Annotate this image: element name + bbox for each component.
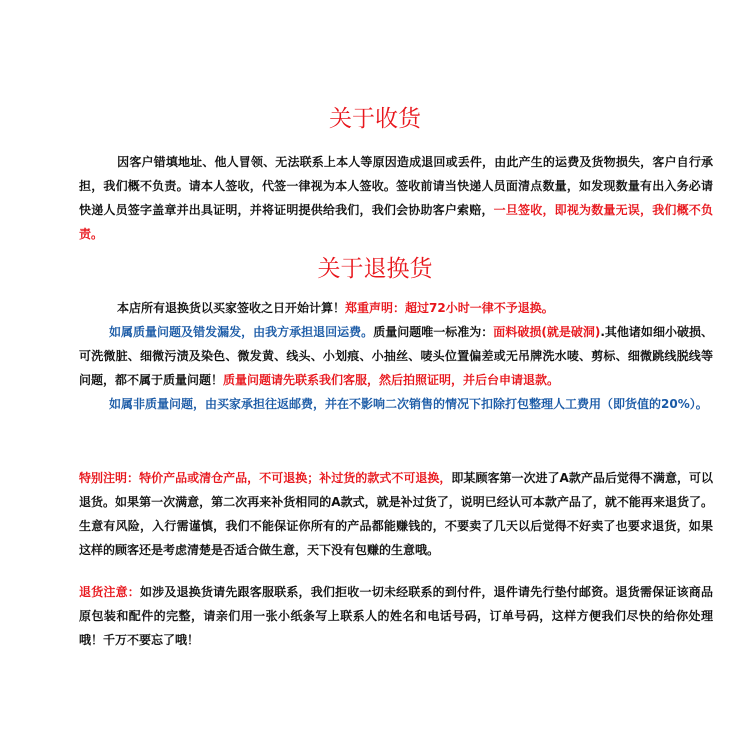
return-notice-label: 退货注意： bbox=[79, 585, 140, 599]
special-note-paragraph bbox=[79, 466, 713, 562]
returns-paragraph-1 bbox=[79, 296, 713, 320]
return-notice-paragraph bbox=[79, 580, 713, 652]
returns-paragraph-2 bbox=[79, 320, 713, 392]
returns-intro: 本店所有退换货以买家签收之日开始计算！ bbox=[117, 301, 346, 315]
special-note-label: 特别注明：特价产品或清仓产品，不可退换；补过货的款式不可退换， bbox=[79, 471, 452, 485]
quality-exclusions: .其他诸如细小破损、可洗微脏、细微污渍及染色、微发黄、线头、小划痕、小抽丝、唛头位置偏差或无吊牌洗水唛、剪标、细微跳线脱线等问题，都不属于质量问题！ bbox=[79, 325, 713, 387]
quality-standard-label: 质量问题唯一标准为： bbox=[373, 325, 494, 339]
return-notice-text: 如涉及退换货请先跟客服联系，我们拒收一切未经联系的到付件，退件请先行垫付邮资。退货需保证该商品原包装和配件的完整，请亲们用一张小纸条写上联系人的姓名和电话号码，订单号码，这样方便我们尽快的给你处理哦！千万不要忘了哦！ bbox=[79, 585, 713, 647]
receiving-text: 因客户错填地址、他人冒领、无法联系上本人等原因造成退回或丢件，由此产生的运费及货物损失，客户自行承担，我们概不负责。请本人签收，代签一律视为本人签收。签收前请当快递人员面清点数量，如发现数量有出入务必请快递人员签字盖章并出具证明，并将证明提供给我们，我们会协助客户索赔， bbox=[79, 155, 713, 217]
quality-issue-procedure: 质量问题请先联系我们客服，然后拍照证明，并后台申请退款。 bbox=[223, 373, 560, 387]
returns-paragraph-3 bbox=[79, 392, 713, 416]
returns-declaration: 郑重声明：超过72小时一律不予退换。 bbox=[345, 301, 554, 315]
non-quality-policy: 如属非质量问题，由买家承担往返邮费，并在不影响二次销售的情况下扣除打包整理人工费用（即货值的20%）。 bbox=[109, 397, 708, 411]
receiving-paragraph bbox=[79, 150, 713, 246]
quality-issue-policy: 如属质量问题及错发漏发，由我方承担退回运费。 bbox=[109, 325, 374, 339]
quality-standard-value: 面料破损(就是破洞) bbox=[493, 325, 601, 339]
special-note-text: 即某顾客第一次进了A款产品后觉得不满意，可以退货。如果第一次满意，第二次再来补货相同的A款式，就是补过货了，说明已经认可本款产品了，就不能再来退货了。生意有风险，入行需谨慎，我们不能保证你所有的产品都能赚钱的，不要卖了几天以后觉得不好卖了也要求退货，如果这样的顾客还是考虑清楚是否适合做生意，天下没有包赚的生意哦。 bbox=[79, 471, 713, 557]
returns-title: 关于退换货 bbox=[317, 256, 433, 282]
receiving-title: 关于收货 bbox=[329, 106, 421, 132]
receiving-warning: 一旦签收，即视为数量无误，我们概不负责。 bbox=[79, 203, 713, 241]
